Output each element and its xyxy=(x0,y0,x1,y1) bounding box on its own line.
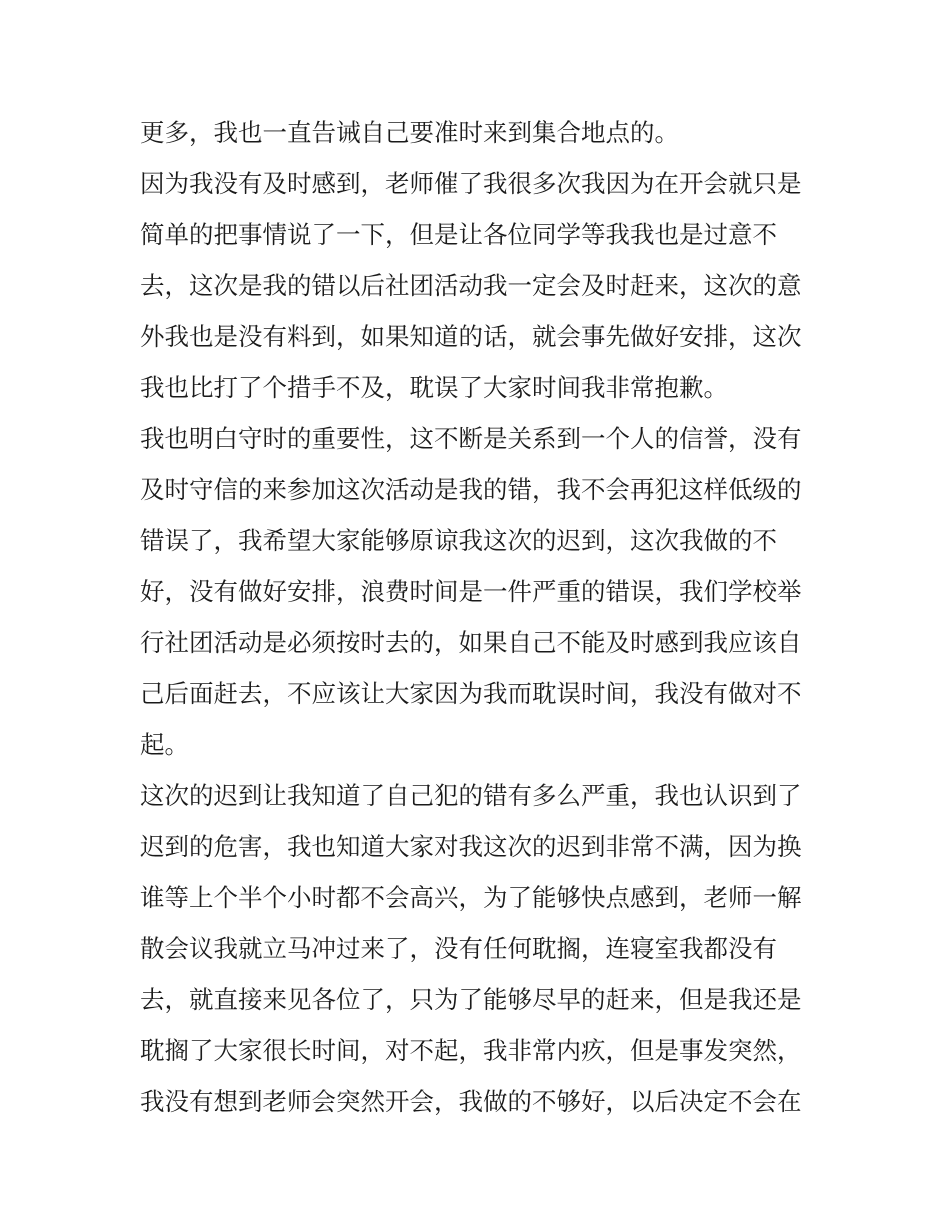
text-line: 己后面赶去，不应该让大家因为我而耽误时间，我没有做对不 xyxy=(140,679,802,708)
text-line: 谁等上个半个小时都不会高兴，为了能够快点感到，老师一解 xyxy=(140,883,802,912)
text-line: 我也比打了个措手不及，耽误了大家时间我非常抱歉。 xyxy=(140,373,728,402)
text-line: 我也明白守时的重要性，这不断是关系到一个人的信誉，没有 xyxy=(140,424,802,453)
text-line: 因为我没有及时感到，老师催了我很多次我因为在开会就只是 xyxy=(140,169,802,198)
text-line: 耽搁了大家很长时间，对不起，我非常内疚，但是事发突然， xyxy=(140,1036,802,1065)
document-body xyxy=(140,107,820,1127)
text-line: 去，就直接来见各位了，只为了能够尽早的赶来，但是我还是 xyxy=(140,985,802,1014)
text-line: 更多，我也一直告诫自己要准时来到集合地点的。 xyxy=(140,118,679,147)
text-line: 散会议我就立马冲过来了，没有任何耽搁，连寝室我都没有 xyxy=(140,934,777,963)
text-line: 行社团活动是必须按时去的，如果自己不能及时感到我应该自 xyxy=(140,628,802,657)
text-line: 简单的把事情说了一下，但是让各位同学等我我也是过意不 xyxy=(140,220,777,249)
text-line: 外我也是没有料到，如果知道的话，就会事先做好安排，这次 xyxy=(140,322,802,351)
text-line: 错误了，我希望大家能够原谅我这次的迟到，这次我做的不 xyxy=(140,526,777,555)
text-line: 及时守信的来参加这次活动是我的错，我不会再犯这样低级的 xyxy=(140,475,802,504)
text-line: 好，没有做好安排，浪费时间是一件严重的错误，我们学校举 xyxy=(140,577,802,606)
text-line: 我没有想到老师会突然开会，我做的不够好，以后决定不会在 xyxy=(140,1087,802,1116)
text-line: 这次的迟到让我知道了自己犯的错有多么严重，我也认识到了 xyxy=(140,781,802,810)
text-line: 去，这次是我的错以后社团活动我一定会及时赶来，这次的意 xyxy=(140,271,802,300)
text-line: 迟到的危害，我也知道大家对我这次的迟到非常不满，因为换 xyxy=(140,832,802,861)
text-line: 起。 xyxy=(140,730,189,759)
